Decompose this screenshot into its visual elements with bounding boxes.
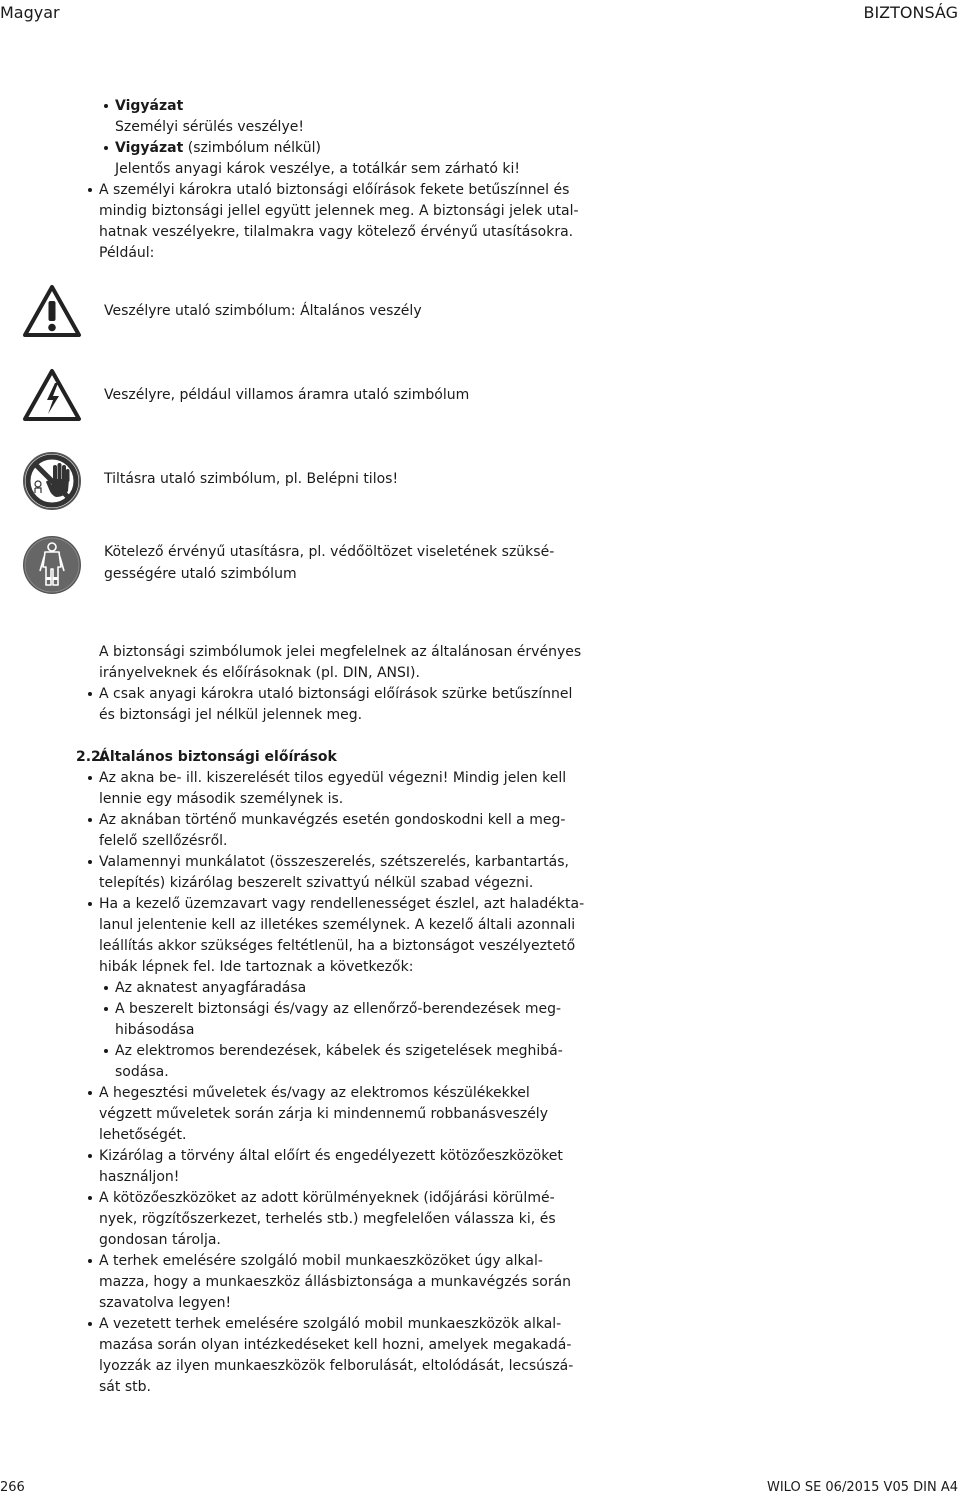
list-item: A hegesztési műveletek és/vagy az elektromos készülékekkel xyxy=(99,1085,530,1101)
general-danger-icon xyxy=(22,284,82,338)
sub-list-item: Az elektromos berendezések, kábelek és szigetelések meghibá- xyxy=(115,1043,563,1059)
bullet-dot xyxy=(88,1259,92,1263)
list-item: A kötözőeszközöket az adott körülményeknek (időjárási körülmé- xyxy=(99,1190,555,1206)
list-item: A vezetett terhek emelésére szolgáló mobil munkaeszközök alkal- xyxy=(99,1316,562,1332)
symbol-label-mandatory: gességére utaló szimbólum xyxy=(104,566,297,582)
list-item: Valamennyi munkálatot (összeszerelés, szétszerelés, karbantartás, xyxy=(99,854,569,870)
bullet-dot xyxy=(104,1007,108,1011)
personal-note-line: hatnak veszélyekre, tilalmakra vagy kötelező érvényű utasításokra. xyxy=(99,224,574,240)
standards-text: irányelveknek és előírásoknak (pl. DIN, ANSI). xyxy=(99,665,420,681)
list-item: nyek, rögzítőszerkezet, terhelés stb.) megfelelően válassza ki, és xyxy=(99,1211,556,1227)
bullet-dot xyxy=(88,1322,92,1326)
symbol-label-general: Veszélyre utaló szimbólum: Általános veszély xyxy=(104,303,422,319)
bullet-dot xyxy=(104,986,108,990)
header-section: BIZTONSÁG xyxy=(863,3,958,22)
vigyazat-no-symbol: Vigyázat (szimbólum nélkül) xyxy=(115,140,321,156)
list-item: lanul jelentenie kell az illetékes személynek. A kezelő általi azonnali xyxy=(99,917,576,933)
list-item: lennie egy második személynek is. xyxy=(99,791,344,807)
bullet-dot xyxy=(88,1091,92,1095)
header-language: Magyar xyxy=(0,3,60,22)
list-item: Kizárólag a törvény által előírt és engedélyezett kötözőeszközöket xyxy=(99,1148,563,1164)
sub-list-item: Az aknatest anyagfáradása xyxy=(115,980,307,996)
personal-note-line: A személyi károkra utaló biztonsági előírások fekete betűszínnel és xyxy=(99,182,570,198)
bullet-dot xyxy=(88,776,92,780)
list-item: leállítás akkor szükséges feltétlenül, ha a biztonságot veszélyeztető xyxy=(99,938,576,954)
bullet-dot xyxy=(88,1154,92,1158)
list-item: felelő szellőzésről. xyxy=(99,833,228,849)
list-item: telepítés) kizárólag beszerelt szivattyú nélkül szabad végezni. xyxy=(99,875,534,891)
section-title: Általános biztonsági előírások xyxy=(99,749,337,765)
list-item: Az aknában történő munkavégzés esetén gondoskodni kell a meg- xyxy=(99,812,566,828)
symbol-label-electric: Veszélyre, például villamos áramra utaló szimbólum xyxy=(104,387,470,403)
material-damage-text: A csak anyagi károkra utaló biztonsági előírások szürke betűszínnel xyxy=(99,686,573,702)
list-item: mazza, hogy a munkaeszköz állásbiztonsága a munkavégzés során xyxy=(99,1274,572,1290)
bullet-dot xyxy=(88,818,92,822)
standards-text: A biztonsági szimbólumok jelei megfelelnek az általánosan érvényes xyxy=(99,644,582,660)
bullet-dot xyxy=(88,1196,92,1200)
list-item: lyozzák az ilyen munkaeszközök felborulását, eltolódását, lecsúszá- xyxy=(99,1358,574,1374)
bullet-dot xyxy=(104,1049,108,1053)
electric-danger-icon xyxy=(22,368,82,422)
document-id: WILO SE 06/2015 V05 DIN A4 xyxy=(766,1480,958,1495)
sub-list-item: hibásodása xyxy=(115,1022,195,1038)
list-item: A terhek emelésére szolgáló mobil munkaeszközöket úgy alkal- xyxy=(99,1253,543,1269)
vigyazat-title: Vigyázat xyxy=(115,98,184,114)
sub-list-item: sodása. xyxy=(115,1064,169,1080)
list-item: szavatolva legyen! xyxy=(99,1295,232,1311)
section-number: 2.2. xyxy=(76,749,107,765)
symbol-label-mandatory: Kötelező érvényű utasításra, pl. védőöltözet viseletének szüksé- xyxy=(104,544,555,560)
bullet-dot xyxy=(104,104,108,108)
list-item: Az akna be- ill. kiszerelését tilos egyedül végezni! Mindig jelen kell xyxy=(99,770,567,786)
bullet-dot xyxy=(88,860,92,864)
list-item: végzett műveletek során zárja ki mindennemű robbanásveszély xyxy=(99,1106,548,1122)
protective-clothing-icon xyxy=(22,535,82,595)
personal-note-line: Például: xyxy=(99,245,155,261)
list-item: lehetőségét. xyxy=(99,1127,187,1143)
personal-note-line: mindig biztonsági jellel együtt jelennek meg. A biztonsági jelek utal- xyxy=(99,203,579,219)
material-damage-text: és biztonsági jel nélkül jelennek meg. xyxy=(99,707,363,723)
list-item: gondosan tárolja. xyxy=(99,1232,221,1248)
sub-list-item: A beszerelt biztonsági és/vagy az ellenőrző-berendezések meg- xyxy=(115,1001,562,1017)
list-item: sát stb. xyxy=(99,1379,151,1395)
symbol-label-prohibition: Tiltásra utaló szimbólum, pl. Belépni tilos! xyxy=(104,471,399,487)
list-item: mazása során olyan intézkedéseket kell hozni, amelyek megakadá- xyxy=(99,1337,572,1353)
bullet-dot xyxy=(88,188,92,192)
list-item: használjon! xyxy=(99,1169,180,1185)
bullet-dot xyxy=(88,692,92,696)
vigyazat-text: Személyi sérülés veszélye! xyxy=(115,119,304,135)
bullet-dot xyxy=(104,146,108,150)
list-item: Ha a kezelő üzemzavart vagy rendellenességet észlel, azt haladékta- xyxy=(99,896,585,912)
bullet-dot xyxy=(88,902,92,906)
vigyazat-no-symbol-text: Jelentős anyagi károk veszélye, a totálkár sem zárható ki! xyxy=(115,161,521,177)
page-number: 266 xyxy=(0,1480,25,1495)
list-item: hibák lépnek fel. Ide tartoznak a következők: xyxy=(99,959,414,975)
no-entry-icon xyxy=(22,451,82,511)
